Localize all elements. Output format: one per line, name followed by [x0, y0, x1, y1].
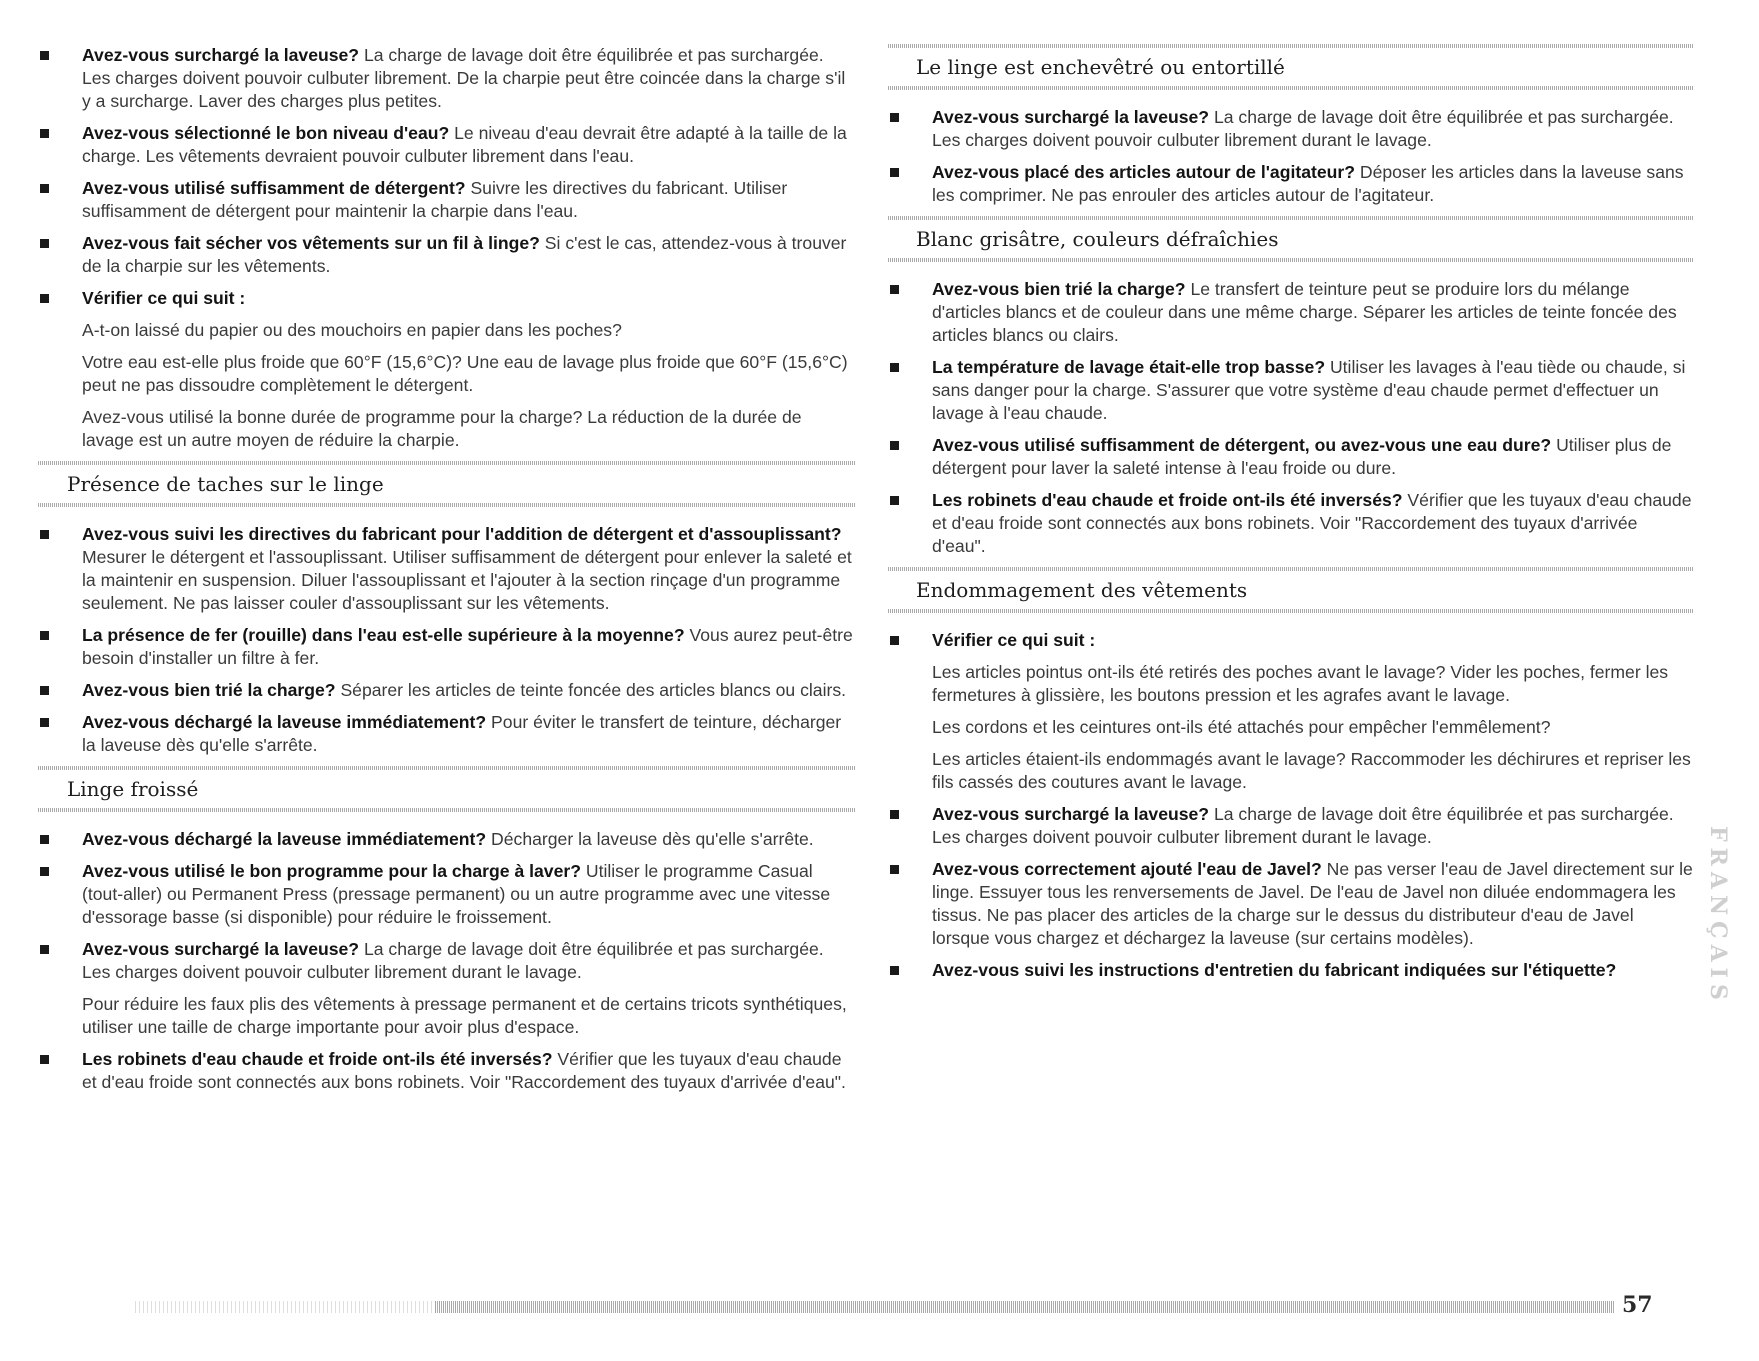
list-item: Avez-vous bien trié la charge? Séparer les articles de teinte foncée des articles blancs ou clairs. [38, 679, 856, 702]
paragraph: Avez-vous utilisé la bonne durée de programme pour la charge? La réduction de la durée de lavage est un autre moyen de réduire la charpie. [82, 407, 802, 450]
paragraph: Votre eau est-elle plus froide que 60°F (15,6°C)? Une eau de lavage plus froide que 60°F (15,6°C) peut ne pas dissoudre complètement le détergent. [82, 352, 848, 395]
bullet-icon [40, 239, 49, 248]
divider [38, 808, 856, 812]
list-item: La présence de fer (rouille) dans l'eau est-elle supérieure à la moyenne? Vous aurez peut-être besoin d'installer un filtre à fer. [38, 624, 856, 670]
list-item: Avez-vous déchargé la laveuse immédiatement? Pour éviter le transfert de teinture, décharger la laveuse dès qu'elle s'arrête. [38, 711, 856, 757]
list-item: Vérifier ce qui suit : [888, 629, 1694, 652]
list-item: Les robinets d'eau chaude et froide ont-ils été inversés? Vérifier que les tuyaux d'eau chaude et d'eau froide sont connectés aux bons robinets. Voir "Raccordement des tuyaux d'arrivée d'eau". [888, 489, 1694, 558]
bullet-icon [40, 184, 49, 193]
section-header [38, 461, 856, 507]
bullet-icon [890, 496, 899, 505]
bullet-icon [40, 530, 49, 539]
bullet-icon [40, 1055, 49, 1064]
bullet-icon [890, 966, 899, 975]
list-item: Avez-vous surchargé la laveuse? La charge de lavage doit être équilibrée et pas surchargée. Les charges doivent pouvoir culbuter librement durant le lavage. [888, 803, 1694, 849]
bullet-icon [40, 867, 49, 876]
bullet-icon [40, 835, 49, 844]
divider [888, 567, 1694, 571]
section-header [888, 216, 1694, 262]
list-item: Vérifier ce qui suit : [38, 287, 856, 310]
divider [38, 461, 856, 465]
bullet-icon [40, 945, 49, 954]
list-item: Avez-vous fait sécher vos vêtements sur un fil à linge? Si c'est le cas, attendez-vous à trouver de la charpie sur les vêtements. [38, 232, 856, 278]
list-item: Avez-vous suivi les directives du fabricant pour l'addition de détergent et d'assouplissant? Mesurer le détergent et l'assouplissant. Utiliser suffisamment de détergent pour enlever la saleté et la maintenir en suspension. Diluer l'assouplissant et l'ajouter à la section rinçage d'un programme seulement. Ne pas laisser couler d'assouplissant sur les vêtements. [38, 523, 856, 615]
paragraph: Les articles étaient-ils endommagés avant le lavage? Raccommoder les déchirures et repriser les fils cassés des coutures avant le lavage. [932, 749, 1691, 792]
bullet-icon [40, 51, 49, 60]
list-item: Avez-vous surchargé la laveuse? La charge de lavage doit être équilibrée et pas surchargée. Les charges doivent pouvoir culbuter librement durant le lavage. [888, 106, 1694, 152]
section-title: Endommagement des vêtements [916, 578, 1248, 602]
section-header [888, 567, 1694, 613]
list-item: Avez-vous déchargé la laveuse immédiatement? Décharger la laveuse dès qu'elle s'arrête. [38, 828, 856, 851]
language-tab [1705, 826, 1735, 1006]
right-column [888, 44, 1694, 991]
bullet-icon [890, 285, 899, 294]
divider [38, 766, 856, 770]
bullet-icon [890, 636, 899, 645]
list-item: Avez-vous placé des articles autour de l'agitateur? Déposer les articles dans la laveuse sans les comprimer. Ne pas enrouler des articles autour de l'agitateur. [888, 161, 1694, 207]
list-item: Avez-vous surchargé la laveuse? La charge de lavage doit être équilibrée et pas surchargée. Les charges doivent pouvoir culbuter librement. De la charpie peut être coincée dans la charge s'il y a surcharge. Laver des charges plus petites. [38, 44, 856, 113]
paragraph: Les cordons et les ceintures ont-ils été attachés pour empêcher l'emmêlement? [932, 717, 1551, 737]
bullet-icon [40, 294, 49, 303]
divider [38, 503, 856, 507]
list-item: La température de lavage était-elle trop basse? Utiliser les lavages à l'eau tiède ou chaude, si sans danger pour la charge. S'assurer que votre système d'eau chaude permet d'effectuer un lavage à l'eau chaude. [888, 356, 1694, 425]
list-item: Avez-vous utilisé le bon programme pour la charge à laver? Utiliser le programme Casual (tout-aller) ou Permanent Press (pressage permanent) ou un autre programme avec une vitesse d'essorage basse (si disponible) pour réduire le froissement. [38, 860, 856, 929]
bullet-icon [890, 865, 899, 874]
bullet-icon [40, 686, 49, 695]
divider [888, 216, 1694, 220]
page-number: 57 [1622, 1292, 1653, 1318]
section-header [888, 44, 1694, 90]
bullet-icon [890, 113, 899, 122]
divider [888, 609, 1694, 613]
footer-band [435, 1301, 1615, 1313]
divider [888, 258, 1694, 262]
section-title: Blanc grisâtre, couleurs défraîchies [916, 227, 1279, 251]
language-tab-label: FRANÇAIS [1705, 826, 1731, 1006]
list-item: Avez-vous utilisé suffisamment de détergent, ou avez-vous une eau dure? Utiliser plus de détergent pour laver la saleté intense à l'eau froide ou dure. [888, 434, 1694, 480]
divider [888, 86, 1694, 90]
list-item: Avez-vous surchargé la laveuse? La charge de lavage doit être équilibrée et pas surchargée. Les charges doivent pouvoir culbuter librement durant le lavage. [38, 938, 856, 984]
list-item: Avez-vous utilisé suffisamment de détergent? Suivre les directives du fabricant. Utiliser suffisamment de détergent pour maintenir la charpie dans l'eau. [38, 177, 856, 223]
list-item: Avez-vous sélectionné le bon niveau d'eau? Le niveau d'eau devrait être adapté à la taille de la charge. Les vêtements devraient pouvoir culbuter librement dans l'eau. [38, 122, 856, 168]
footer-decoration [135, 1296, 1615, 1318]
bullet-icon [40, 129, 49, 138]
bullet-icon [890, 363, 899, 372]
bullet-icon [890, 810, 899, 819]
list-item: Avez-vous bien trié la charge? Le transfert de teinture peut se produire lors du mélange d'articles blancs et de couleur dans une même charge. Séparer les articles de teinte foncée des articles blancs ou clairs. [888, 278, 1694, 347]
paragraph: Les articles pointus ont-ils été retirés des poches avant le lavage? Vider les poches, fermer les fermetures à glissière, les boutons pression et les agrafes avant le lavage. [932, 662, 1669, 705]
divider [888, 44, 1694, 48]
left-column [38, 44, 856, 1103]
bullet-icon [890, 168, 899, 177]
list-item: Avez-vous suivi les instructions d'entretien du fabricant indiquées sur l'étiquette? [888, 959, 1694, 982]
section-title: Linge froissé [67, 777, 199, 801]
section-title: Le linge est enchevêtré ou entortillé [916, 55, 1285, 79]
list-item: Avez-vous correctement ajouté l'eau de Javel? Ne pas verser l'eau de Javel directement sur le linge. Essuyer tous les renversements de Javel. De l'eau de Javel non diluée endommagera les tissus. Ne pas placer des articles de la charge sur le dessus du distributeur d'eau de Javel lorsque vous chargez et déchargez la laveuse (sur certains modèles). [888, 858, 1694, 950]
bullet-icon [890, 441, 899, 450]
bullet-icon [40, 631, 49, 640]
section-title: Présence de taches sur le linge [67, 472, 384, 496]
list-item: Les robinets d'eau chaude et froide ont-ils été inversés? Vérifier que les tuyaux d'eau chaude et d'eau froide sont connectés aux bons robinets. Voir "Raccordement des tuyaux d'arrivée d'eau". [38, 1048, 856, 1094]
paragraph: Pour réduire les faux plis des vêtements à pressage permanent et de certains tricots synthétiques, utiliser une taille de charge importante pour avoir plus d'espace. [82, 994, 847, 1037]
section-header [38, 766, 856, 812]
paragraph: A-t-on laissé du papier ou des mouchoirs en papier dans les poches? [82, 320, 622, 340]
bullet-icon [40, 718, 49, 727]
